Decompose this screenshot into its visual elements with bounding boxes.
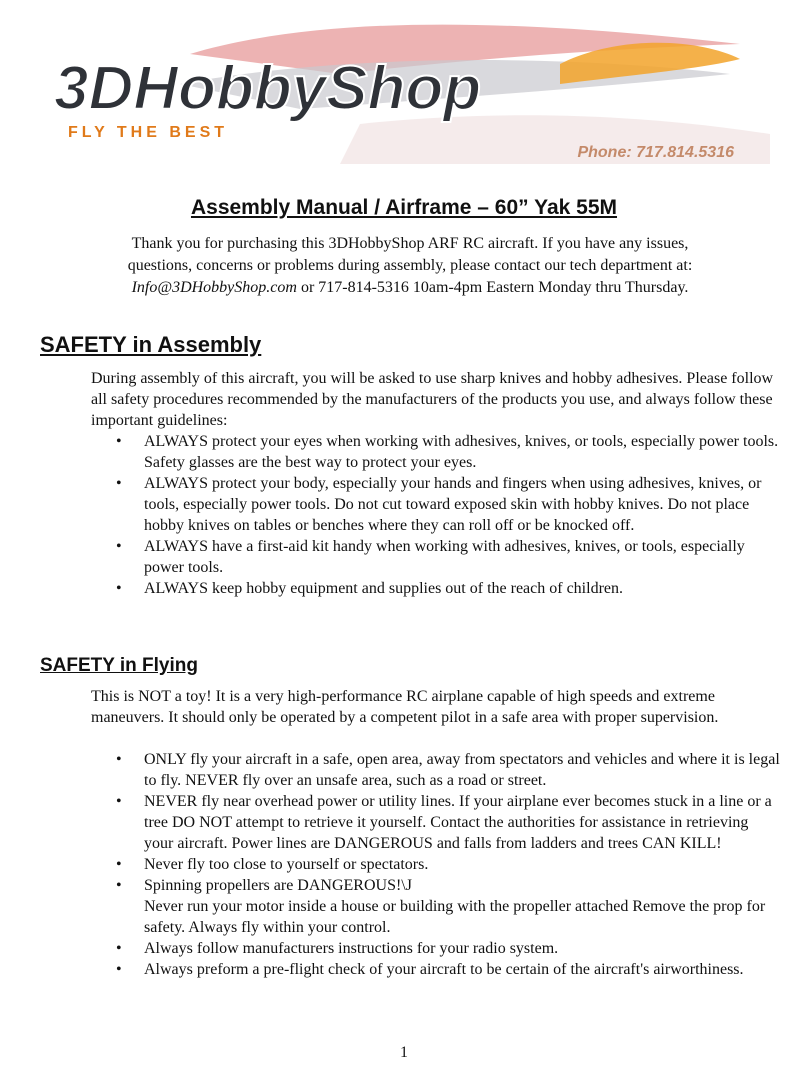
assembly-guidelines-list (91, 431, 781, 599)
document-title: Assembly Manual / Airframe – 60” Yak 55M (190, 196, 618, 219)
list-item: • Always follow manufacturers instructions for your radio system. (116, 940, 559, 957)
contact-email[interactable]: Info@3DHobbyShop.com (131, 279, 297, 296)
heading-safety-assembly: SAFETY in Assembly (40, 332, 262, 357)
intro-line-1: Thank you for purchasing this 3DHobbyShop ARF RC aircraft. If you have any issues, (131, 235, 689, 252)
propeller-note: Never run your motor inside a house or building with the propeller attached Remove the prop for safety. Always fly within your control. (144, 898, 766, 936)
tagline: FLY THE BEST (68, 124, 229, 141)
bullet-icon: • (116, 877, 122, 894)
bullet-icon: • (116, 961, 122, 978)
bullet-icon: • (116, 751, 122, 768)
bullet-icon: • (116, 538, 122, 555)
heading-safety-flying: SAFETY in Flying (40, 655, 198, 676)
intro-line-2: questions, concerns or problems during assembly, please contact our tech department at: (127, 257, 693, 274)
header-banner (40, 14, 770, 164)
list-item: • NEVER fly near overhead power or utility lines. If your airplane ever becomes stuck in a line or a tree DO NOT attempt to retrieve it yourself. Contact the authorities for assistance in retrieving your aircraft. Power lines are DANGEROUS and falls from ladders and trees CAN KILL! (116, 793, 772, 852)
intro-paragraph (90, 233, 730, 299)
bullet-icon: • (116, 475, 122, 492)
list-item: • ALWAYS have a first-aid kit handy when working with adhesives, knives, or tools, especially power tools. (116, 538, 745, 576)
contact-rest: or 717-814-5316 10am-4pm Eastern Monday thru Thursday. (296, 279, 689, 296)
logo (40, 14, 770, 164)
intro-line-3 (90, 277, 730, 299)
list-item: • ONLY fly your aircraft in a safe, open area, away from spectators and vehicles and where it is legal to fly. NEVER fly over an unsafe area, such as a road or street. (116, 751, 780, 789)
logo-text: 3DHobbyShop (54, 54, 482, 123)
list-item: • ALWAYS protect your body, especially your hands and fingers when using adhesives, knives, or tools, especially power tools. Do not cut toward exposed skin with hobby knives. Do not place hobby knives on tables or benches where they can roll off or be knocked off. (116, 475, 762, 534)
bullet-icon: • (116, 580, 122, 597)
bullet-icon: • (116, 793, 122, 810)
bullet-icon: • (116, 433, 122, 450)
assembly-intro: During assembly of this aircraft, you will be asked to use sharp knives and hobby adhesives. Please follow all safety procedures recommended by the manufacturers of the products you use, and always follow these important guidelines: (91, 370, 774, 429)
list-item: • ALWAYS protect your eyes when working with adhesives, knives, or tools, especially power tools. Safety glasses are the best way to protect your eyes. (116, 433, 779, 471)
bullet-icon: • (116, 940, 122, 957)
phone-number: Phone: 717.814.5316 (577, 144, 734, 161)
list-item: • Spinning propellers are DANGEROUS!\J Never run your motor inside a house or building with the propeller attached Remove the prop for safety. Always fly within your control. (116, 877, 766, 936)
flying-intro: This is NOT a toy! It is a very high-performance RC airplane capable of high speeds and extreme maneuvers. It should only be operated by a competent pilot in a safe area with proper supervision. (91, 688, 719, 726)
list-item: • Never fly too close to yourself or spectators. (116, 856, 429, 873)
list-item: • ALWAYS keep hobby equipment and supplies out of the reach of children. (116, 580, 623, 597)
page-number: 1 (400, 1044, 408, 1061)
bullet-icon: • (116, 856, 122, 873)
flying-guidelines-list (91, 749, 781, 980)
list-item: • Always preform a pre-flight check of your aircraft to be certain of the aircraft's airworthiness. (116, 961, 744, 978)
